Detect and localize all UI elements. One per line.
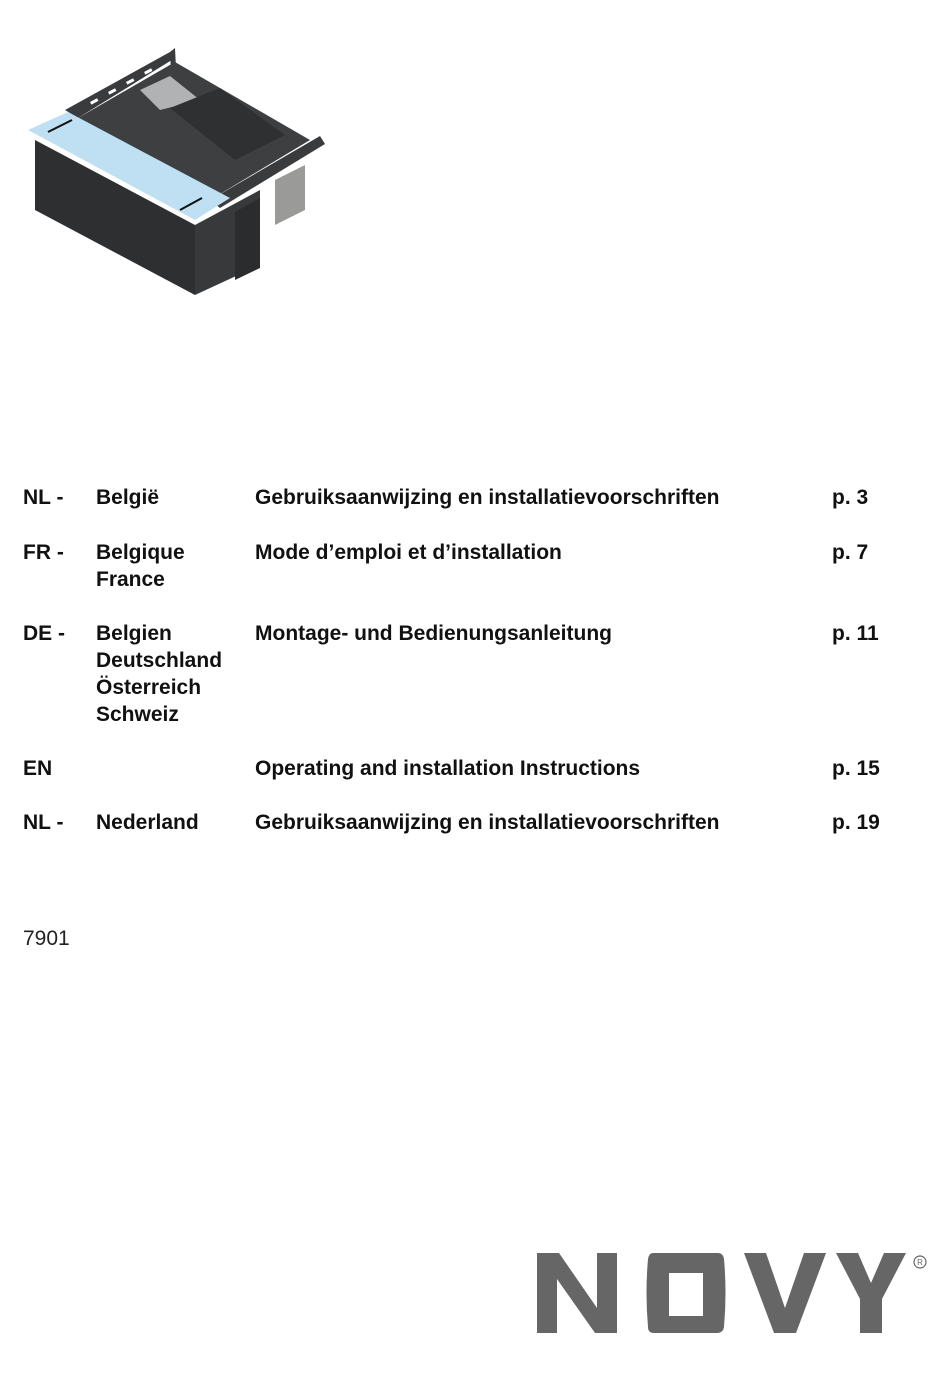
novy-logo [537,1253,937,1335]
country: België [96,486,160,509]
country: France [96,568,165,591]
language-code: NL - [23,811,64,834]
manual-title: Operating and installation Instructions [255,757,641,780]
registered-trademark: R [917,1258,923,1267]
page-reference: p. 19 [832,811,880,834]
country: Österreich [96,676,202,699]
country: Belgien [96,622,172,645]
language-code: EN [23,757,53,780]
manual-title: Montage- und Bedienungsanleitung [255,622,612,645]
country-list [96,484,256,511]
manual-title: Gebruiksaanwijzing en installatievoorschriften [255,811,720,834]
country-list [96,539,256,593]
country: Deutschland [96,649,223,672]
manual-title: Mode d’emploi et d’installation [255,541,562,564]
page-reference: p. 7 [832,541,869,564]
language-code: DE - [23,622,65,645]
country: Nederland [96,811,199,834]
country: Belgique [96,541,185,564]
country-list [96,620,256,728]
document-number: 7901 [23,927,70,950]
product-illustration [20,40,340,305]
country-list [96,809,256,836]
country: Schweiz [96,703,179,726]
page-reference: p. 15 [832,757,880,780]
page-reference: p. 11 [832,622,879,645]
language-code: FR - [23,541,64,564]
page-reference: p. 3 [832,486,869,509]
manual-title: Gebruiksaanwijzing en installatievoorschriften [255,486,720,509]
language-code: NL - [23,486,64,509]
